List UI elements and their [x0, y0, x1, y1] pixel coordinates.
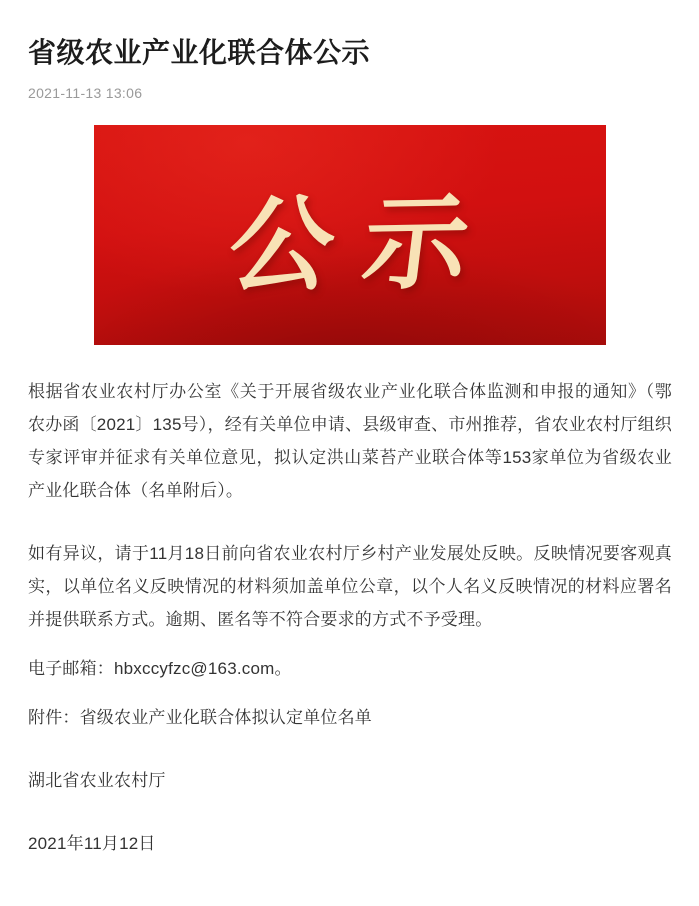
page-title: 省级农业产业化联合体公示: [28, 37, 371, 68]
paragraph-email: 电子邮箱：hbxccyfzc@163.com。: [28, 659, 292, 678]
announcement-banner-image: [94, 125, 606, 345]
paragraph-approval-basis: 根据省农业农村厅办公室《关于开展省级农业产业化联合体监测和申报的通知》（鄂农办函〔2021〕135号），经有关单位申请、县级审查、市州推荐，省农业农村厅组织专家评审并征求有关单位意见，拟认定洪山菜苔产业联合体等153家单位为省级农业产业化联合体（名单附后）。: [28, 382, 672, 500]
paragraph-objection-notice: 如有异议，请于11月18日前向省农业农村厅乡村产业发展处反映。反映情况要客观真实，以单位名义反映情况的材料须加盖单位公章，以个人名义反映情况的材料应署名并提供联系方式。逾期、匿名等不符合要求的方式不予受理。: [28, 544, 672, 629]
publish-time: 2021-11-13 13:06: [28, 85, 143, 101]
banner-gongshi-text: 公示: [222, 184, 506, 306]
paragraph-attachment: 附件：省级农业产业化联合体拟认定单位名单: [28, 708, 372, 727]
paragraph-issue-date: 2021年11月12日: [28, 834, 156, 853]
paragraph-issuer: 湖北省农业农村厅: [28, 771, 166, 790]
article-body: [28, 375, 672, 860]
